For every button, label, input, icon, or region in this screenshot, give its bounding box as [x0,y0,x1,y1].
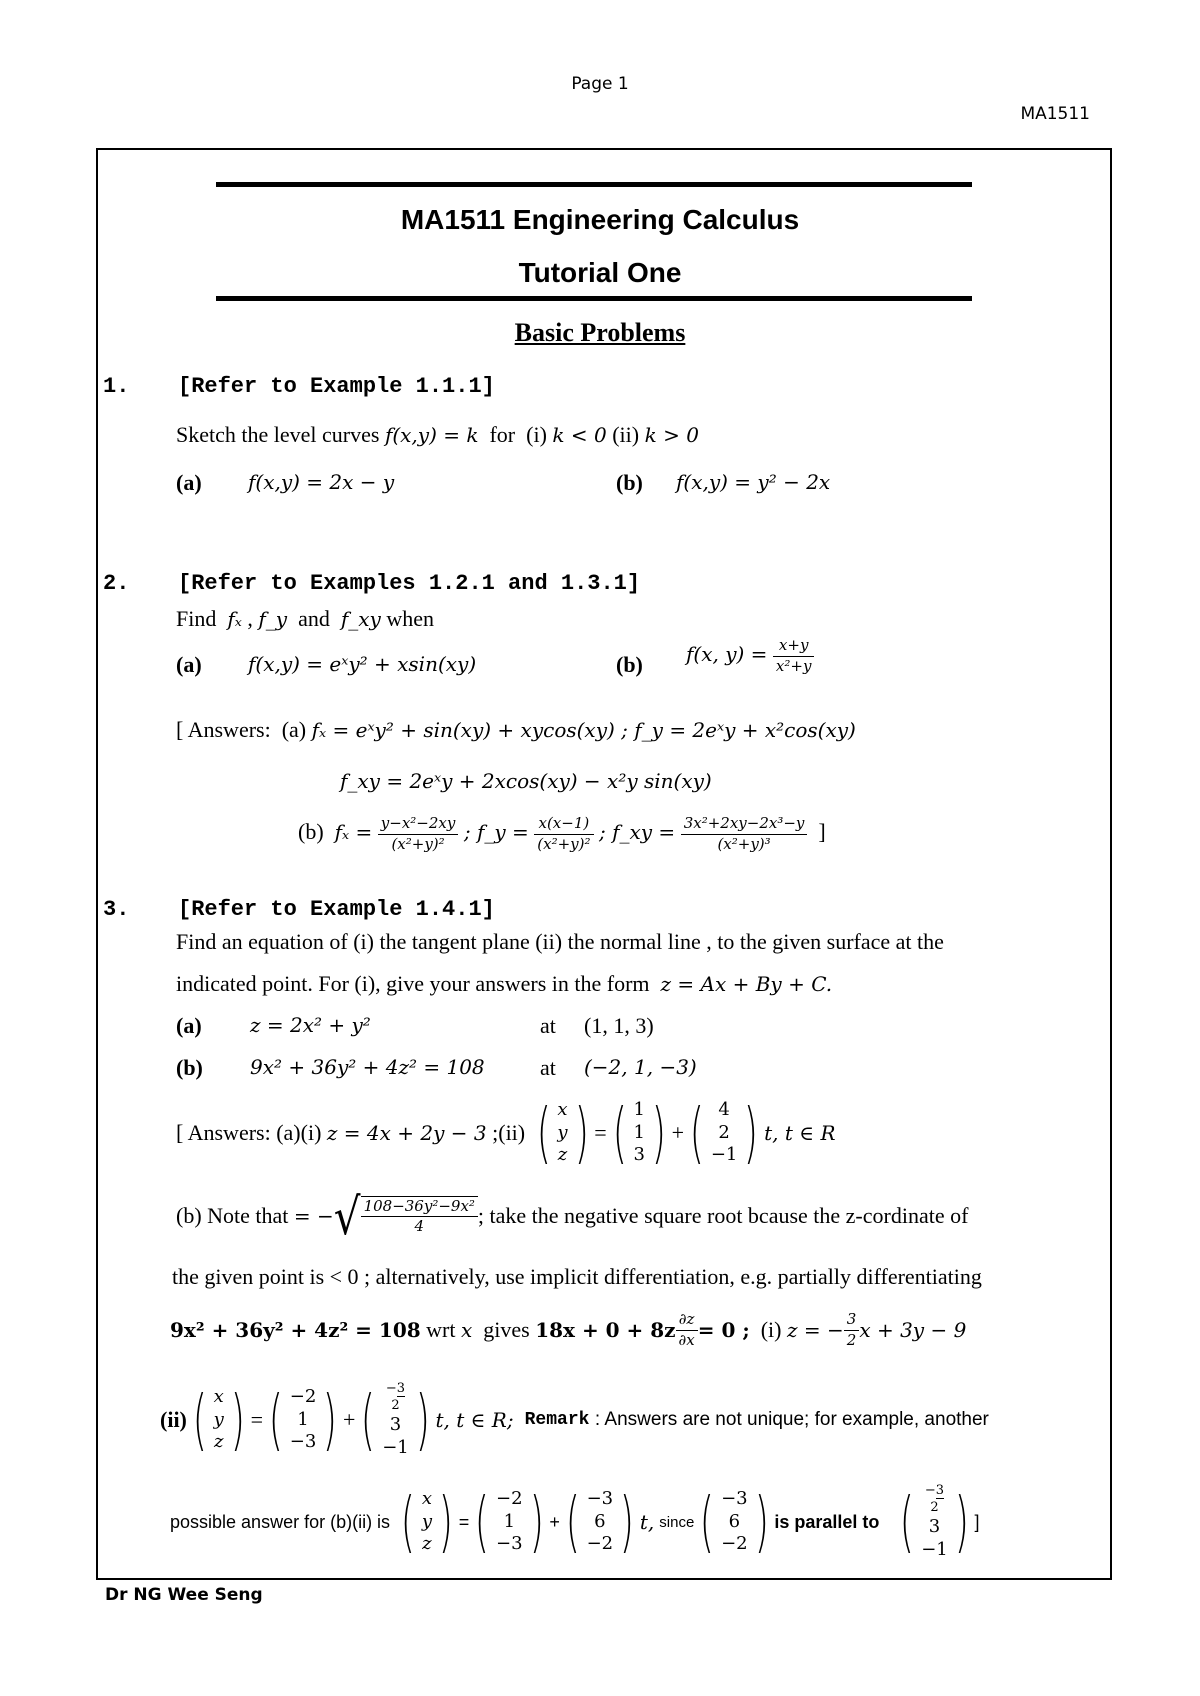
vec-x: x [557,1099,568,1121]
q2-find-line [176,606,434,632]
q3-note-label: (b) [176,1203,202,1228]
q1-cond2: k > 0 [644,423,699,447]
q2-answers-b-label: (b) [298,819,324,845]
q2-reference: [Refer to Examples 1.2.1 and 1.3.1] [178,571,641,596]
frac-den: 2 [930,1499,939,1515]
q1-cond2-label: (ii) [612,422,640,447]
vector-direction-a: ( 4 2 −1 ) [689,1094,759,1171]
q2-answers-b-fx-den: (x²+y)² [391,834,445,853]
q2-and: and [298,606,330,631]
q3-answers-aii-label: ;(ii) [492,1120,526,1145]
q3-ii-label: (ii) [160,1407,187,1432]
plus-sign: + [549,1511,560,1532]
q2-comma: , [247,606,253,631]
q1b-function: f(x,y) = y² − 2x [676,470,831,494]
q2-fx: fₓ [227,607,242,631]
q3-text-line1: Find an equation of (i) the tangent plane (ii) the normal line , to the given surface at the [176,929,944,954]
q3-implicit-result-post: = 0 ; [697,1318,750,1342]
vec-entry: 1 [633,1099,645,1121]
q2a-function: f(x,y) = eˣy² + xsin(xy) [248,652,477,676]
vec-x: x [213,1386,224,1408]
vec-entry: 1 [633,1121,645,1143]
q2-answers-a-label: (a) [281,717,307,742]
q3-answers-open: [ Answers: [176,1120,271,1145]
partial-z: ∂z [676,1310,698,1331]
q1b-label: (b) [616,470,643,495]
q1-intro [176,422,699,448]
vec-entry: 1 [503,1510,516,1532]
q2b-function [686,636,814,676]
remark-text: : Answers are not unique; for example, another [594,1409,989,1430]
three-halves [844,1310,860,1350]
author: Dr NG Wee Seng [105,1585,263,1605]
q2b-lhs: f(x, y) = [686,642,768,667]
vector-point-b: ( −2 1 −3 ) [475,1483,544,1560]
q2-answers-open: [ Answers: [176,717,271,742]
q3-answers-bii [160,1370,989,1470]
q3a-surface: z = 2x² + y² [250,1013,371,1037]
vec-entry: −2 [289,1386,317,1408]
q2-answers-b-fx: fₓ = [334,820,373,845]
q2b-label: (b) [616,652,643,677]
vec-entry: 3 [633,1144,645,1166]
vector-direction-b-2: ( −3 2 3 −1 ) [900,1482,969,1560]
q3b-label: (b) [176,1055,203,1080]
vec-entry: 3 [928,1516,941,1538]
vector-xyz: ( x y z ) [192,1381,245,1458]
vec-entry: −3 [289,1431,317,1453]
q3b-point: (−2, 1, −3) [584,1055,697,1079]
q2-find: Find [176,606,217,631]
vec-entry: −1 [710,1144,738,1166]
t-comma: t, [639,1510,655,1534]
top-rule [216,182,972,187]
q2-number: 2. [103,571,130,596]
equals-sign: = [594,1120,607,1145]
q3a-label: (a) [176,1013,202,1038]
plus-sign: + [343,1407,356,1432]
q3-number: 3. [103,897,130,922]
q3-wrt-x: x [460,1318,473,1342]
since-text: since [659,1513,695,1531]
square-root: √ $\frac{\text{108−36y²−9x²}}{4}$ [334,1192,478,1241]
q3-answers-ai: z = 4x + 2y − 3 [326,1121,487,1145]
equals-sign: = [250,1407,263,1432]
vec-entry: −1 [382,1436,409,1458]
vec-z: z [422,1533,432,1555]
q3-implicit-i-pre: z = − [787,1318,844,1342]
q3-implicit-result-pre: 18x + 0 + 8z [535,1318,676,1342]
vector-direction-b: ( −3 2 3 −1 ) [361,1380,430,1458]
q1-cond1: k < 0 [552,423,607,447]
q3-answers-b-param: t, t ∈ R; [435,1408,514,1432]
vec-y: y [213,1408,224,1430]
q1a-function: f(x,y) = 2x − y [248,470,395,494]
vec-entry: −2 [496,1488,523,1510]
q3-text-line2-words: indicated point. For (i), give your answers in the form [176,971,650,996]
vec-y: y [557,1121,568,1143]
q3-note-line [176,1186,968,1246]
q2-answers-b-fx-num: y−x²−2xy [378,814,459,835]
remark-label: Remark [524,1410,590,1430]
q2-answers-b-fy-num: x(x−1) [534,814,593,835]
q3-wrt: wrt [426,1317,456,1342]
q3-implicit-i-post: x + 3y − 9 [859,1318,967,1342]
bottom-rule [216,296,972,301]
q2-answers-b-fxy-den: (x²+y)³ [717,834,771,853]
q2-answers-b-fy: ; f_y = [463,820,529,845]
q3-close: ] [974,1511,980,1532]
q2-answers-a [176,717,856,743]
q3a-point: (1, 1, 3) [584,1013,654,1038]
q1-intro-math: f(x,y) = k [384,423,479,447]
q2a-label: (a) [176,652,202,677]
q3-given-line: the given point is < 0 ; alternatively, use implicit differentiation, e.g. partially differentiating [172,1264,982,1289]
vector-xyz: ( x y z ) [536,1094,589,1171]
q2-answers-b-fxy: ; f_xy = [599,820,676,845]
frac-den: 2 [391,1397,400,1413]
q2-answers-close: ] [818,819,826,845]
equals-sign: = [458,1511,470,1532]
vec-entry: −2 [721,1533,748,1555]
vec-entry: −2 [586,1533,614,1555]
q3-answers-ai-label: (a)(i) [276,1120,322,1145]
q2-answers-b [298,814,826,854]
vec-entry: 2 [718,1121,730,1143]
partial-x: ∂x [678,1330,695,1349]
vector-alt-direction: ( −3 6 −2 ) [565,1483,635,1560]
course-code: MA1511 [1020,104,1090,124]
q1-cond1-label: (i) [526,422,547,447]
sqrt-denominator: 4 [414,1217,425,1235]
vec-entry: 6 [728,1510,741,1532]
q3-implicit-eq: 9x² + 36y² + 4z² = 108 [170,1318,421,1342]
q1-reference: [Refer to Example 1.1.1] [178,374,495,399]
parallel-text: is parallel to [774,1511,880,1532]
q3-text-line2 [176,971,832,997]
q3-note-text: Note that [207,1203,289,1228]
q3-implicit-line [170,1306,966,1354]
sqrt-numerator: 108−36y²−9x² [361,1197,478,1218]
q1-for: for [489,422,516,447]
vec-entry: 6 [594,1510,606,1532]
vec-x: x [421,1488,432,1510]
q3-answers-a-param: t, t ∈ R [764,1121,836,1145]
q3a-at: at [540,1013,556,1038]
q1a-label: (a) [176,470,202,495]
frac-den: 2 [846,1330,857,1349]
q2-when: when [386,606,434,631]
vec-y: y [421,1510,432,1532]
vec-entry: 3 [389,1414,402,1436]
q2b-numerator: x+y [773,636,815,657]
q2-answers-b-fxy-fraction [681,814,808,854]
q1-intro-text: Sketch the level curves [176,422,380,447]
vector-xyz: ( x y z ) [400,1483,453,1560]
vector-point-a: ( 1 1 3 ) [612,1094,666,1171]
page-number: Page 1 [571,74,629,94]
q3-note-rest: ; take the negative square root bcause the z-cordinate of [477,1203,969,1228]
vector-alt-direction-2: ( −3 6 −2 ) [700,1483,769,1560]
q3b-surface: 9x² + 36y² + 4z² = 108 [250,1055,485,1079]
vector-point-b: ( −2 1 −3 ) [268,1381,338,1458]
doc-subtitle: Tutorial One [518,257,682,288]
q1-number: 1. [103,374,130,399]
frac-num: 3 [935,1482,945,1498]
neg-three-halves: −3 2 [921,1483,948,1517]
q3-alternative-line [170,1472,980,1572]
vec-entry: −1 [921,1538,948,1560]
q3-form: z = Ax + By + C. [660,972,833,996]
frac-num: 3 [844,1310,860,1331]
vec-z: z [557,1144,568,1166]
q3-answers-a [176,1094,836,1172]
q3-reference: [Refer to Example 1.4.1] [178,897,495,922]
content-frame [96,148,1112,1580]
q3-gives: gives [483,1317,530,1342]
vec-entry: −3 [721,1488,748,1510]
q2-answers-b-fx-fraction [378,814,459,854]
vec-entry: −3 [496,1533,523,1555]
vec-entry: −3 [586,1488,614,1510]
q2-answers-b-fxy-num: 3x²+2xy−2x³−y [681,814,808,835]
plus-sign: + [671,1120,685,1145]
q2b-denominator: x²+y [775,656,812,675]
vec-entry: 4 [718,1099,730,1121]
q2-answers-a-fxy: f_xy = 2eˣy + 2xcos(xy) − x²y sin(xy) [340,769,712,793]
q2-answers-a-line1: fₓ = eˣy² + sin(xy) + xycos(xy) ; f_y = 2eˣy + x²cos(xy) [311,718,856,742]
q2-answers-b-fy-den: (x²+y)² [537,834,591,853]
section-heading: Basic Problems [514,318,686,347]
partial-derivative [676,1310,698,1350]
q3-implicit-i-label: (i) [760,1317,782,1342]
sqrt-fraction [361,1197,478,1237]
q2b-fraction [773,636,815,676]
q2-answers-b-fy-fraction [534,814,593,854]
possible-text: possible answer for (b)(ii) is [170,1511,391,1532]
vec-z: z [213,1431,224,1453]
frac-num: 3 [396,1380,406,1396]
q3-note-eq: = − [293,1204,334,1228]
neg-three-halves: −3 2 [382,1381,409,1415]
doc-title: MA1511 Engineering Calculus [400,204,800,235]
q2-fxy: f_xy [340,607,381,631]
q3b-at: at [540,1055,556,1080]
q2-fy: f_y [258,607,288,631]
vec-entry: 1 [297,1408,309,1430]
